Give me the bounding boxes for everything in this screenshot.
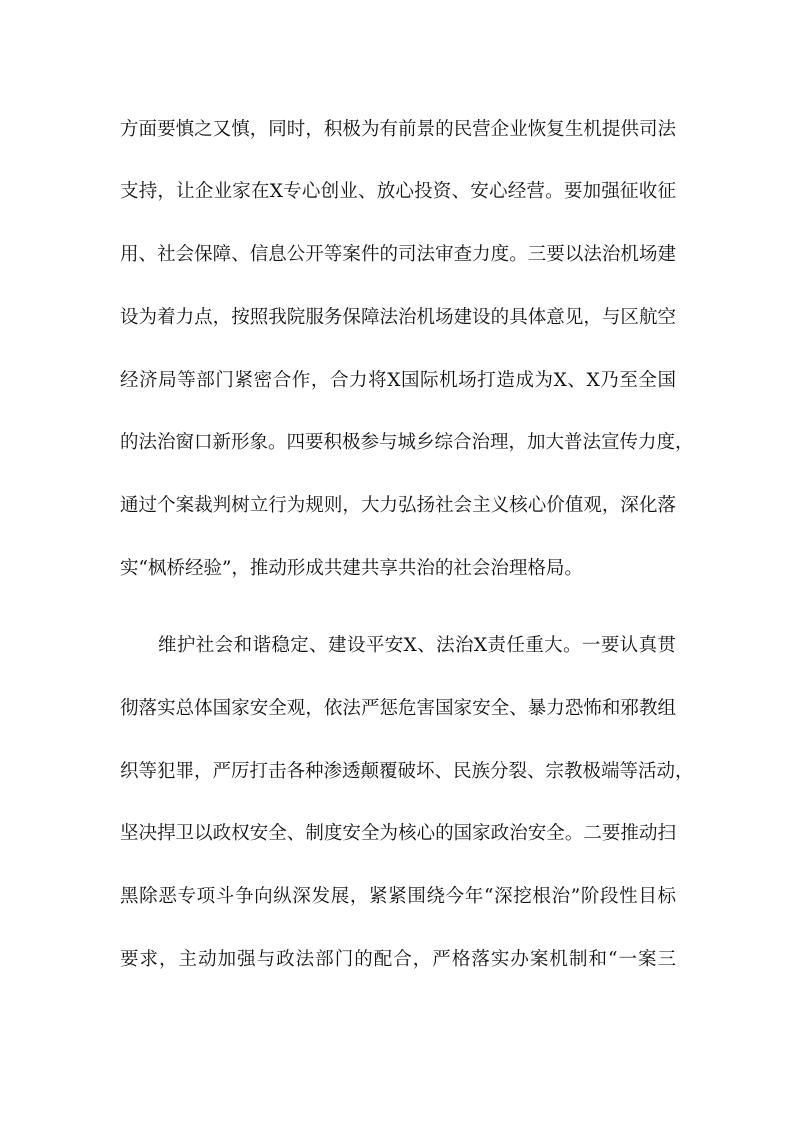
text-line: 用、社会保障、信息公开等案件的司法审查力度。三要以法治机场建: [120, 244, 676, 265]
text-line: 实“枫桥经验”，推动形成共建共享共治的社会治理格局。: [120, 558, 583, 579]
text-line: 彻落实总体国家安全观，依法严惩危害国家安全、暴力恐怖和邪教组: [120, 698, 676, 719]
text-line: 织等犯罪，严厉打击各种渗透颠覆破坏、民族分裂、宗教极端等活动，: [120, 761, 694, 782]
text-line: 设为着力点，按照我院服务保障法治机场建设的具体意见，与区航空: [120, 307, 676, 328]
text-line: 的法治窗口新形象。四要积极参与城乡综合治理，加大普法宣传力度，: [120, 432, 694, 453]
text-line: 要求，主动加强与政法部门的配合，严格落实办案机制和“一案三: [120, 949, 676, 970]
text-line: 方面要慎之又慎，同时，积极为有前景的民营企业恢复生机提供司法: [120, 119, 676, 140]
text-line: 通过个案裁判树立行为规则，大力弘扬社会主义核心价值观，深化落: [120, 495, 676, 516]
text-line: 支持，让企业家在X专心创业、放心投资、安心经营。要加强征收征: [120, 181, 676, 202]
text-line: 黑除恶专项斗争向纵深发展，紧紧围绕今年“深挖根治”阶段性目标: [120, 886, 676, 907]
text-line: 维护社会和谐稳定、建设平安X、法治X责任重大。一要认真贯: [158, 635, 676, 656]
text-line: 坚决捍卫以政权安全、制度安全为核心的国家政治安全。二要推动扫: [120, 823, 676, 844]
text-line: 经济局等部门紧密合作，合力将X国际机场打造成为X、X乃至全国: [120, 370, 676, 391]
